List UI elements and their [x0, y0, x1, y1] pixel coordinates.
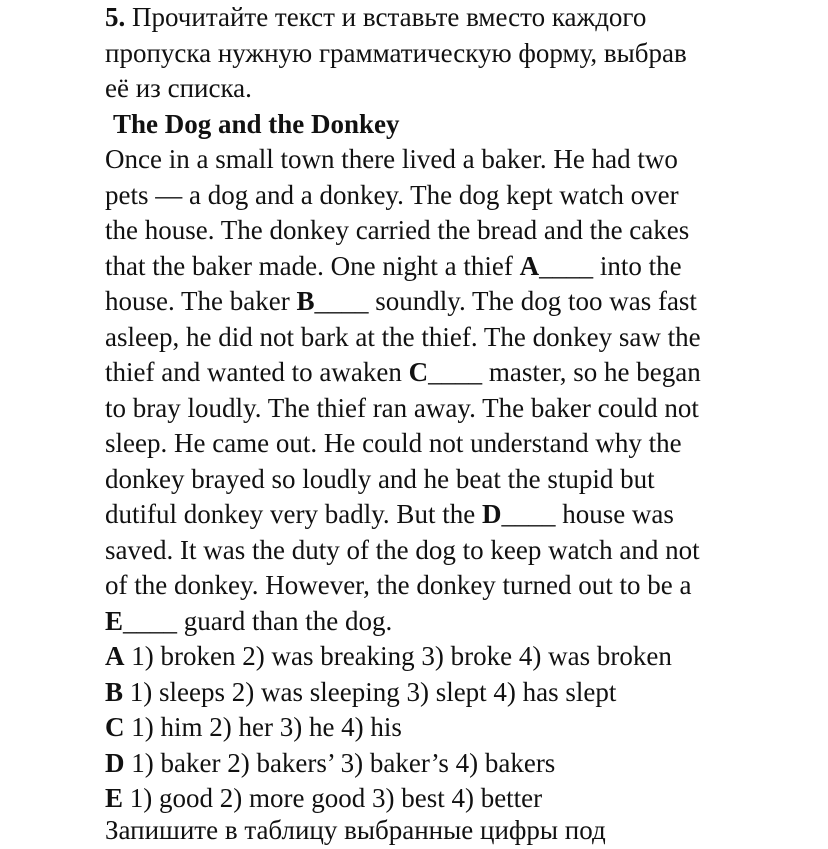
story-line — [105, 213, 820, 249]
gap-blank: ____ — [123, 605, 178, 636]
story-line — [105, 355, 820, 391]
story-text-segment: guard than the dog. — [177, 605, 393, 636]
option-letter: A — [105, 641, 125, 671]
story-line — [105, 178, 820, 214]
option-line — [105, 710, 820, 746]
gap-blank: ____ — [501, 499, 556, 529]
story-text-segment: thief and wanted to awaken — [105, 357, 409, 387]
cutoff-line: Запишите в таблицу выбранные цифры под — [105, 815, 606, 845]
story-text-segment: dutiful donkey very badly. But the — [105, 499, 482, 529]
story-title: The Dog and the Donkey — [113, 108, 400, 139]
story-text-segment: pets — a dog and a donkey. The dog kept watch over — [105, 179, 679, 210]
instruction-text: Прочитайте текст и вставьте вместо каждого — [132, 2, 647, 32]
option-letter: C — [105, 712, 125, 742]
option-letter: D — [105, 747, 125, 778]
task-number: 5. — [105, 2, 126, 32]
answer-options — [105, 639, 820, 817]
option-letter: B — [105, 676, 124, 707]
story-line — [105, 604, 820, 640]
instruction-text: пропуска нужную грамматическую форму, выбрав — [105, 37, 687, 68]
story-line — [105, 426, 820, 462]
option-line — [105, 746, 820, 782]
story-text-segment: of the donkey. However, the donkey turned out to be a — [105, 570, 692, 600]
instruction-text: её из списка. — [105, 73, 252, 103]
story-text — [105, 142, 820, 639]
option-letter: E — [105, 783, 124, 813]
story-text-segment: that the baker made. One night a thief — [105, 250, 520, 281]
gap-letter: A — [519, 250, 540, 281]
gap-blank: ____ — [314, 286, 369, 316]
gap-letter: D — [481, 499, 502, 529]
story-line — [105, 142, 820, 178]
story-line — [105, 568, 820, 604]
story-text-segment: house was — [555, 499, 674, 529]
story-line — [105, 533, 820, 569]
instruction-line — [105, 71, 820, 107]
option-choices: 1) broken 2) was breaking 3) broke 4) was broken — [124, 641, 672, 671]
gap-blank: ____ — [539, 250, 594, 281]
story-line — [105, 462, 820, 498]
gap-letter: C — [408, 357, 429, 387]
exercise-document — [105, 0, 820, 817]
story-text-segment: the house. The donkey carried the bread and the cakes — [105, 215, 690, 245]
story-text-segment: soundly. The dog too was fast — [368, 286, 697, 316]
story-text-segment: sleep. He came out. He could not understand why the — [105, 428, 682, 458]
option-choices: 1) good 2) more good 3) best 4) better — [123, 783, 543, 813]
story-text-segment: house. The baker — [105, 286, 297, 316]
story-text-segment: Once in a small town there lived a baker. He had two — [105, 144, 678, 174]
story-text-segment: master, so he began — [482, 357, 701, 387]
story-line — [105, 391, 820, 427]
story-text-segment: donkey brayed so loudly and he beat the stupid but — [105, 463, 655, 494]
gap-letter: E — [105, 605, 124, 636]
gap-blank: ____ — [428, 357, 483, 387]
instruction-line — [105, 36, 820, 72]
story-line — [105, 497, 820, 533]
story-text-segment: into the — [593, 250, 682, 281]
option-choices: 1) him 2) her 3) he 4) his — [124, 712, 402, 742]
instruction-line — [105, 0, 820, 36]
option-choices: 1) baker 2) bakers’ 3) baker’s 4) bakers — [124, 747, 556, 778]
story-text-segment: to bray loudly. The thief ran away. The baker could not — [105, 392, 699, 423]
story-line — [105, 284, 820, 320]
story-text-segment: asleep, he did not bark at the thief. The donkey saw the — [105, 321, 701, 352]
option-line — [105, 781, 820, 817]
story-text-segment: saved. It was the duty of the dog to keep watch and not — [105, 534, 700, 565]
story-line — [105, 249, 820, 285]
story-line — [105, 320, 820, 356]
option-line — [105, 639, 820, 675]
option-line — [105, 675, 820, 711]
gap-letter: B — [296, 286, 315, 316]
option-choices: 1) sleeps 2) was sleeping 3) slept 4) has slept — [123, 676, 617, 707]
